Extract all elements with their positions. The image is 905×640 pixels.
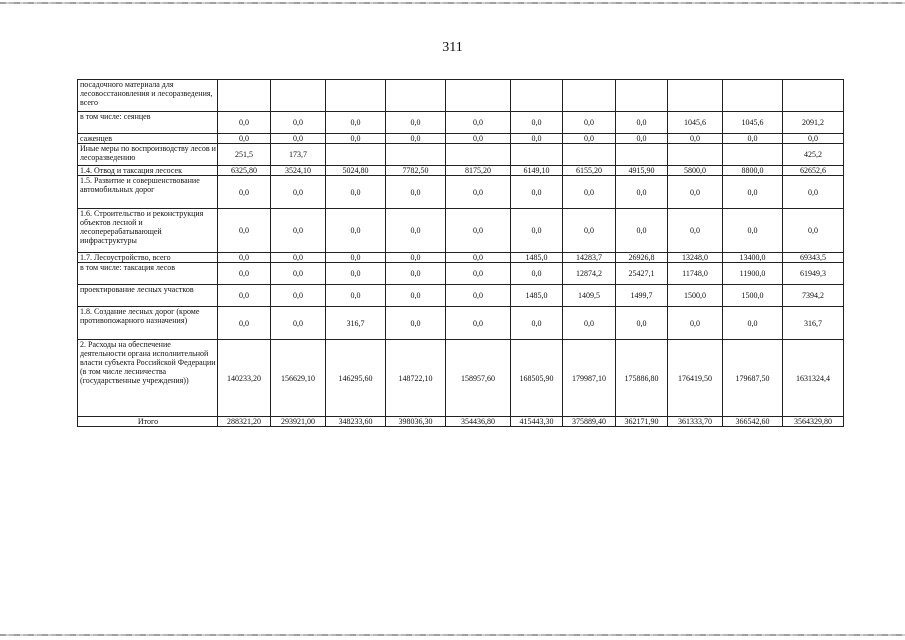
table-cell: 0,0 [218, 112, 271, 134]
table-cell: 1499,7 [616, 285, 668, 307]
table-cell: 0,0 [386, 209, 446, 253]
table-cell: 176419,50 [668, 340, 723, 417]
table-cell: 6325,80 [218, 166, 271, 176]
table-cell [563, 144, 616, 166]
table-cell: 316,7 [326, 307, 386, 340]
table-cell: 140233,20 [218, 340, 271, 417]
table-cell: 168505,90 [511, 340, 563, 417]
table-cell: 0,0 [446, 263, 511, 285]
table-row [78, 80, 844, 112]
table-cell: 288321,20 [218, 417, 271, 427]
budget-table [77, 79, 844, 427]
table-cell: 1500,0 [668, 285, 723, 307]
scan-edge-bottom [0, 634, 905, 636]
table-cell: 0,0 [616, 134, 668, 144]
table-cell: 0,0 [723, 307, 783, 340]
table-cell: 0,0 [271, 263, 326, 285]
table-cell: 0,0 [668, 134, 723, 144]
table-row [78, 253, 844, 263]
table-cell: 26926,8 [616, 253, 668, 263]
table-cell: 0,0 [783, 134, 844, 144]
table-cell: 0,0 [271, 307, 326, 340]
table-cell: 425,2 [783, 144, 844, 166]
table-cell: 0,0 [218, 307, 271, 340]
table-cell: 0,0 [783, 209, 844, 253]
table-cell: 2091,2 [783, 112, 844, 134]
table-row [78, 417, 844, 427]
table-cell [446, 144, 511, 166]
table-cell: 5024,80 [326, 166, 386, 176]
table-cell [616, 144, 668, 166]
table-cell: 1045,6 [723, 112, 783, 134]
table-row [78, 340, 844, 417]
table-row [78, 263, 844, 285]
table-cell [723, 144, 783, 166]
table-cell [723, 80, 783, 112]
table-cell: 0,0 [511, 134, 563, 144]
table-cell: 158957,60 [446, 340, 511, 417]
table-cell [616, 80, 668, 112]
table-cell [386, 80, 446, 112]
table-cell [326, 144, 386, 166]
table-cell: 0,0 [563, 112, 616, 134]
table-cell: 8800,0 [723, 166, 783, 176]
table-cell: 0,0 [668, 209, 723, 253]
table-cell: 11748,0 [668, 263, 723, 285]
table-cell: 5800,0 [668, 166, 723, 176]
row-label: саженцев [78, 134, 218, 144]
table-cell: 293921,00 [271, 417, 326, 427]
row-label: 2. Расходы на обеспечение деятельности органа исполнительной власти субъекта Российской Федерации (в том числе лесничества (государственные учреждения)) [78, 340, 218, 417]
row-label: 1.6. Строительство и реконструкция объектов лесной и лесоперерабатывающей инфраструктуры [78, 209, 218, 253]
row-label: 1.4. Отвод и таксация лесосек [78, 166, 218, 176]
table-cell: 179687,50 [723, 340, 783, 417]
table-cell [511, 144, 563, 166]
table-cell: 0,0 [271, 253, 326, 263]
table-cell: 11900,0 [723, 263, 783, 285]
table-row [78, 285, 844, 307]
table-cell: 0,0 [326, 253, 386, 263]
table-cell: 0,0 [446, 134, 511, 144]
table-cell: 251,5 [218, 144, 271, 166]
table-cell: 0,0 [446, 285, 511, 307]
table-cell: 0,0 [616, 112, 668, 134]
table-cell: 175886,80 [616, 340, 668, 417]
table-cell: 0,0 [326, 209, 386, 253]
table-row [78, 166, 844, 176]
table-row [78, 134, 844, 144]
table-cell: 1409,5 [563, 285, 616, 307]
table-cell: 13400,0 [723, 253, 783, 263]
table-cell: 398036,30 [386, 417, 446, 427]
row-label: 1.7. Лесоустройство, всего [78, 253, 218, 263]
table-cell: 25427,1 [616, 263, 668, 285]
row-label: проектирование лесных участков [78, 285, 218, 307]
table-cell: 0,0 [446, 253, 511, 263]
table-cell: 0,0 [616, 176, 668, 209]
row-label: Итого [78, 417, 218, 427]
table-cell: 0,0 [386, 263, 446, 285]
table-cell: 13248,0 [668, 253, 723, 263]
table-cell: 0,0 [271, 134, 326, 144]
row-label: 1.5. Развитие и совершенствование автомобильных дорог [78, 176, 218, 209]
table-cell: 0,0 [563, 134, 616, 144]
table-cell: 0,0 [511, 263, 563, 285]
table-cell: 354436,80 [446, 417, 511, 427]
table-cell: 156629,10 [271, 340, 326, 417]
table-cell: 0,0 [783, 176, 844, 209]
table-cell: 0,0 [386, 176, 446, 209]
row-label: 1.8. Создание лесных дорог (кроме противопожарного назначения) [78, 307, 218, 340]
table-cell: 375889,40 [563, 417, 616, 427]
table-cell: 14283,7 [563, 253, 616, 263]
table-cell: 6155,20 [563, 166, 616, 176]
table-cell: 7394,2 [783, 285, 844, 307]
table-cell: 415443,30 [511, 417, 563, 427]
table-cell: 0,0 [616, 307, 668, 340]
table-cell: 4915,90 [616, 166, 668, 176]
table-row [78, 144, 844, 166]
table-cell: 0,0 [271, 285, 326, 307]
table-cell: 0,0 [218, 285, 271, 307]
table-cell: 0,0 [326, 134, 386, 144]
table-cell: 0,0 [386, 134, 446, 144]
table-cell [386, 144, 446, 166]
table-cell: 0,0 [723, 134, 783, 144]
table-cell: 0,0 [218, 176, 271, 209]
table-cell: 0,0 [446, 307, 511, 340]
table-cell: 0,0 [446, 209, 511, 253]
table-cell: 0,0 [218, 263, 271, 285]
table-cell: 0,0 [511, 112, 563, 134]
table-cell: 1485,0 [511, 285, 563, 307]
table-cell [218, 80, 271, 112]
table-cell: 0,0 [563, 209, 616, 253]
table-cell: 1485,0 [511, 253, 563, 263]
table-cell: 362171,90 [616, 417, 668, 427]
table-cell: 0,0 [563, 176, 616, 209]
table-cell: 0,0 [446, 112, 511, 134]
table-cell: 0,0 [563, 307, 616, 340]
table-cell: 0,0 [723, 176, 783, 209]
table-cell: 0,0 [386, 253, 446, 263]
table-cell: 0,0 [326, 112, 386, 134]
table-cell: 146295,60 [326, 340, 386, 417]
page-number: 311 [442, 40, 463, 55]
table-cell: 0,0 [511, 176, 563, 209]
table-cell: 0,0 [218, 253, 271, 263]
table-cell: 0,0 [218, 134, 271, 144]
table-cell: 0,0 [511, 209, 563, 253]
table-cell: 1631324,4 [783, 340, 844, 417]
table-cell: 316,7 [783, 307, 844, 340]
table-cell [326, 80, 386, 112]
row-label: посадочного материала для лесовосстановления и лесоразведения, всего [78, 80, 218, 112]
table-cell: 6149,10 [511, 166, 563, 176]
table-cell: 3524,10 [271, 166, 326, 176]
table-cell: 0,0 [218, 209, 271, 253]
table-row [78, 112, 844, 134]
table-cell: 62652,6 [783, 166, 844, 176]
table-cell [783, 80, 844, 112]
table-cell: 0,0 [386, 285, 446, 307]
table-cell: 1500,0 [723, 285, 783, 307]
table-cell: 0,0 [446, 176, 511, 209]
table-cell: 179987,10 [563, 340, 616, 417]
table-cell: 148722,10 [386, 340, 446, 417]
table-cell: 361333,70 [668, 417, 723, 427]
table-cell: 0,0 [271, 209, 326, 253]
table-cell: 0,0 [326, 285, 386, 307]
table-cell: 0,0 [326, 263, 386, 285]
table-cell: 0,0 [723, 209, 783, 253]
scan-edge-top [0, 2, 905, 4]
table-cell: 1045,6 [668, 112, 723, 134]
table-cell: 0,0 [668, 307, 723, 340]
table-cell [668, 144, 723, 166]
table-cell: 348233,60 [326, 417, 386, 427]
table-cell: 69343,5 [783, 253, 844, 263]
table-row [78, 209, 844, 253]
table-cell: 8175,20 [446, 166, 511, 176]
table-row [78, 307, 844, 340]
table-cell: 61949,3 [783, 263, 844, 285]
table-cell: 0,0 [616, 209, 668, 253]
row-label: в том числе: таксация лесов [78, 263, 218, 285]
row-label: Иные меры по воспроизводству лесов и лесоразведению [78, 144, 218, 166]
table-cell: 0,0 [386, 307, 446, 340]
table-cell: 0,0 [271, 112, 326, 134]
table-cell: 0,0 [271, 176, 326, 209]
table-cell: 0,0 [386, 112, 446, 134]
row-label: в том числе: сеянцев [78, 112, 218, 134]
table-cell: 0,0 [511, 307, 563, 340]
table-cell [271, 80, 326, 112]
table-cell: 3564329,80 [783, 417, 844, 427]
table-cell: 0,0 [326, 176, 386, 209]
table-cell [446, 80, 511, 112]
table-cell: 12874,2 [563, 263, 616, 285]
table-cell: 173,7 [271, 144, 326, 166]
table-cell: 366542,60 [723, 417, 783, 427]
table-cell [511, 80, 563, 112]
table-cell: 0,0 [668, 176, 723, 209]
table-cell [668, 80, 723, 112]
table-cell [563, 80, 616, 112]
table-cell: 7782,50 [386, 166, 446, 176]
table-row [78, 176, 844, 209]
